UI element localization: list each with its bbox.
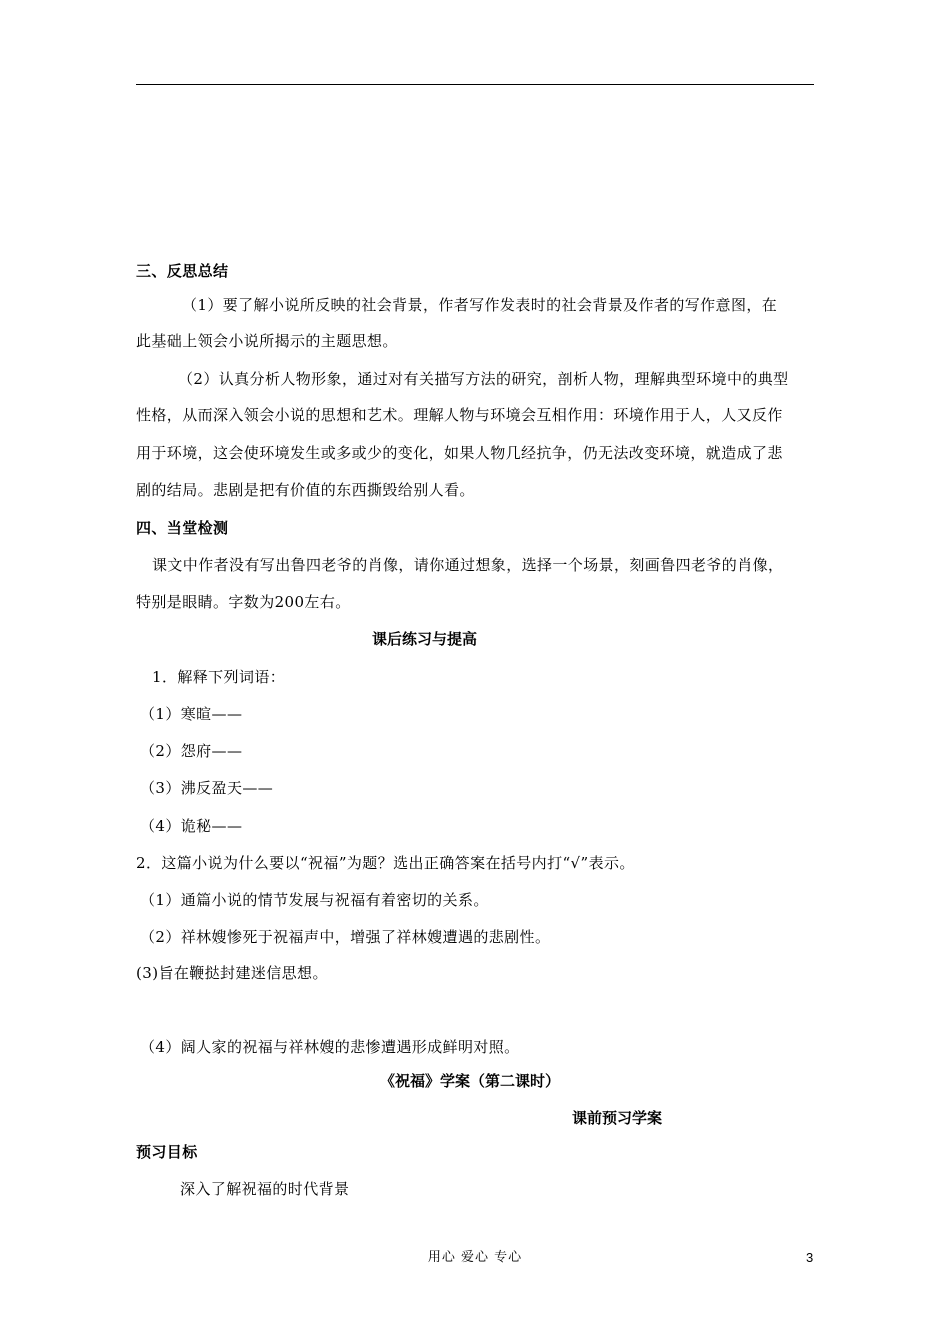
lesson-2-subtitle: 课前预习学案 bbox=[572, 1109, 663, 1127]
question-1-item-4: （4）诡秘—— bbox=[140, 817, 243, 835]
header-rule bbox=[136, 84, 814, 85]
page-number: 3 bbox=[806, 1250, 814, 1265]
question-2: 2．这篇小说为什么要以“祝福”为题？选出正确答案在括号内打“√”表示。 bbox=[136, 854, 635, 872]
lesson-2-title: 《祝福》学案（第二课时） bbox=[380, 1072, 561, 1090]
question-1: 1．解释下列词语： bbox=[152, 668, 286, 686]
section-3-paragraph-2-line-2: 性格，从而深入领会小说的思想和艺术。理解人物与环境会互相作用：环境作用于人，人又反作 bbox=[136, 406, 783, 424]
section-4-line-1: 课文中作者没有写出鲁四老爷的肖像，请你通过想象，选择一个场景，刻画鲁四老爷的肖像， bbox=[152, 556, 784, 574]
preview-goal-heading: 预习目标 bbox=[136, 1143, 198, 1161]
question-2-option-2: （2）祥林嫂惨死于祝福声中，增强了祥林嫂遭遇的悲剧性。 bbox=[140, 928, 551, 946]
question-2-option-3: (3)旨在鞭挞封建迷信思想。 bbox=[136, 964, 328, 982]
section-3-heading: 三、反思总结 bbox=[136, 262, 229, 280]
question-1-item-1: （1）寒暄—— bbox=[140, 705, 243, 723]
question-2-option-4: （4）阔人家的祝福与祥林嫂的悲惨遭遇形成鲜明对照。 bbox=[140, 1038, 520, 1056]
question-1-item-3: （3）沸反盈天—— bbox=[140, 779, 274, 797]
section-3-paragraph-1-line-1: （1）要了解小说所反映的社会背景，作者写作发表时的社会背景及作者的写作意图，在 bbox=[182, 296, 778, 314]
footer-motto: 用心 爱心 专心 bbox=[427, 1250, 523, 1265]
section-4-heading: 四、当堂检测 bbox=[136, 519, 229, 537]
section-3-paragraph-2-line-3: 用于环境，这会使环境发生或多或少的变化，如果人物几经抗争，仍无法改变环境，就造成了悲 bbox=[136, 444, 783, 462]
preview-goal-text: 深入了解祝福的时代背景 bbox=[180, 1180, 350, 1198]
section-3-paragraph-1-line-2: 此基础上领会小说所揭示的主题思想。 bbox=[136, 332, 398, 350]
section-3-paragraph-2-line-4: 剧的结局。悲剧是把有价值的东西撕毁给别人看。 bbox=[136, 481, 475, 499]
question-2-option-1: （1）通篇小说的情节发展与祝福有着密切的关系。 bbox=[140, 891, 489, 909]
section-3-paragraph-2-line-1: （2）认真分析人物形象，通过对有关描写方法的研究，剖析人物，理解典型环境中的典型 bbox=[178, 370, 789, 388]
section-4-line-2: 特别是眼睛。字数为200左右。 bbox=[136, 593, 351, 611]
question-1-item-2: （2）怨府—— bbox=[140, 742, 243, 760]
exercise-heading: 课后练习与提高 bbox=[372, 630, 478, 648]
